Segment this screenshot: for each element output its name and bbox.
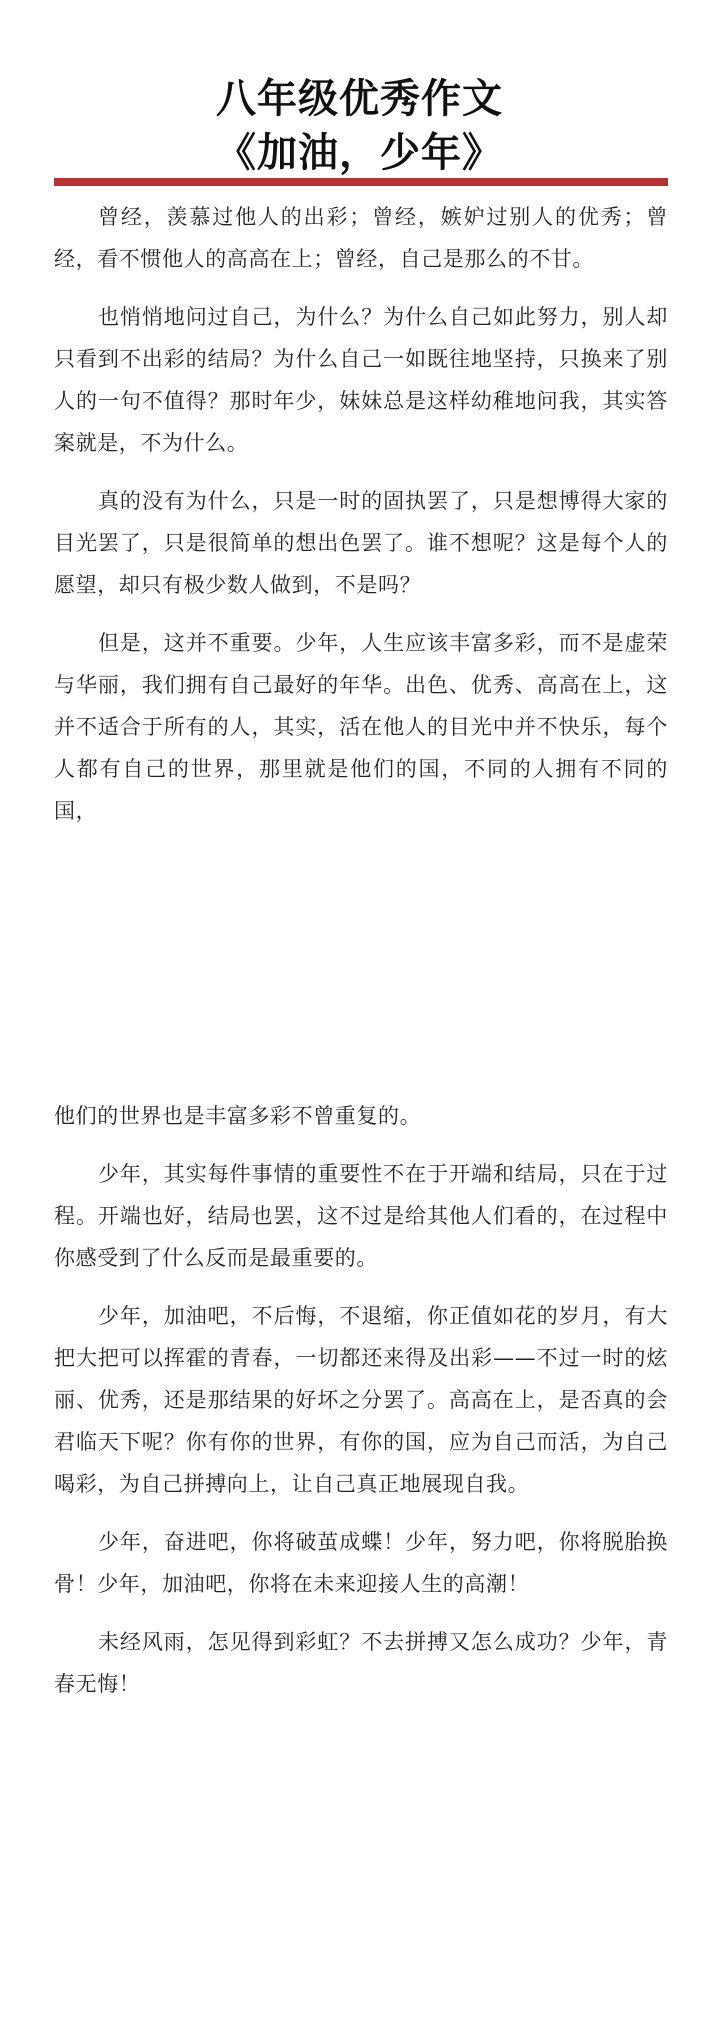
article-body-top	[54, 196, 668, 848]
paragraph-3: 真的没有为什么，只是一时的固执罢了，只是想博得大家的目光罢了，只是很简单的想出色罢了。谁不想呢？这是每个人的愿望，却只有极少数人做到，不是吗？	[54, 489, 668, 597]
title-line-grade: 八年级优秀作文	[216, 76, 503, 122]
paragraph-4-continued: 他们的世界也是丰富多彩不曾重复的。	[54, 1104, 422, 1128]
title-divider	[54, 178, 668, 186]
article-title	[0, 72, 719, 180]
title-line-essay-name: 《加油，少年》	[216, 130, 503, 176]
paragraph-5: 少年，其实每件事情的重要性不在于开端和结局，只在于过程。开端也好，结局也罢，这不过是给其他人们看的，在过程中你感受到了什么反而是最重要的。	[54, 1162, 668, 1270]
paragraph-7: 少年，奋进吧，你将破茧成蝶！少年，努力吧，你将脱胎换骨！少年，加油吧，你将在未来迎接人生的高潮！	[54, 1530, 668, 1596]
paragraph-8: 未经风雨，怎见得到彩虹？不去拼搏又怎么成功？少年，青春无悔！	[54, 1630, 668, 1696]
paragraph-1: 曾经，羡慕过他人的出彩；曾经，嫉妒过别人的优秀；曾经，看不惯他人的高高在上；曾经，自己是那么的不甘。	[54, 205, 668, 271]
paragraph-6: 少年，加油吧，不后悔，不退缩，你正值如花的岁月，有大把大把可以挥霍的青春，一切都还来得及出彩——不过一时的炫丽、优秀，还是那结果的好坏之分罢了。高高在上，是否真的会君临天下呢？你有你的世界，有你的国，应为自己而活，为自己喝彩，为自己拼搏向上，让自己真正地展现自我。	[54, 1304, 668, 1496]
article-body-bottom	[54, 1095, 668, 1721]
paragraph-2: 也悄悄地问过自己，为什么？为什么自己如此努力，别人却只看到不出彩的结局？为什么自己一如既往地坚持，只换来了别人的一句不值得？那时年少，妹妹总是这样幼稚地问我，其实答案就是，不为什么。	[54, 305, 668, 455]
paragraph-4: 但是，这并不重要。少年，人生应该丰富多彩，而不是虚荣与华丽，我们拥有自己最好的年华。出色、优秀、高高在上，这并不适合于所有的人，其实，活在他人的目光中并不快乐，每个人都有自己的世界，那里就是他们的国，不同的人拥有不同的国，	[54, 631, 668, 823]
